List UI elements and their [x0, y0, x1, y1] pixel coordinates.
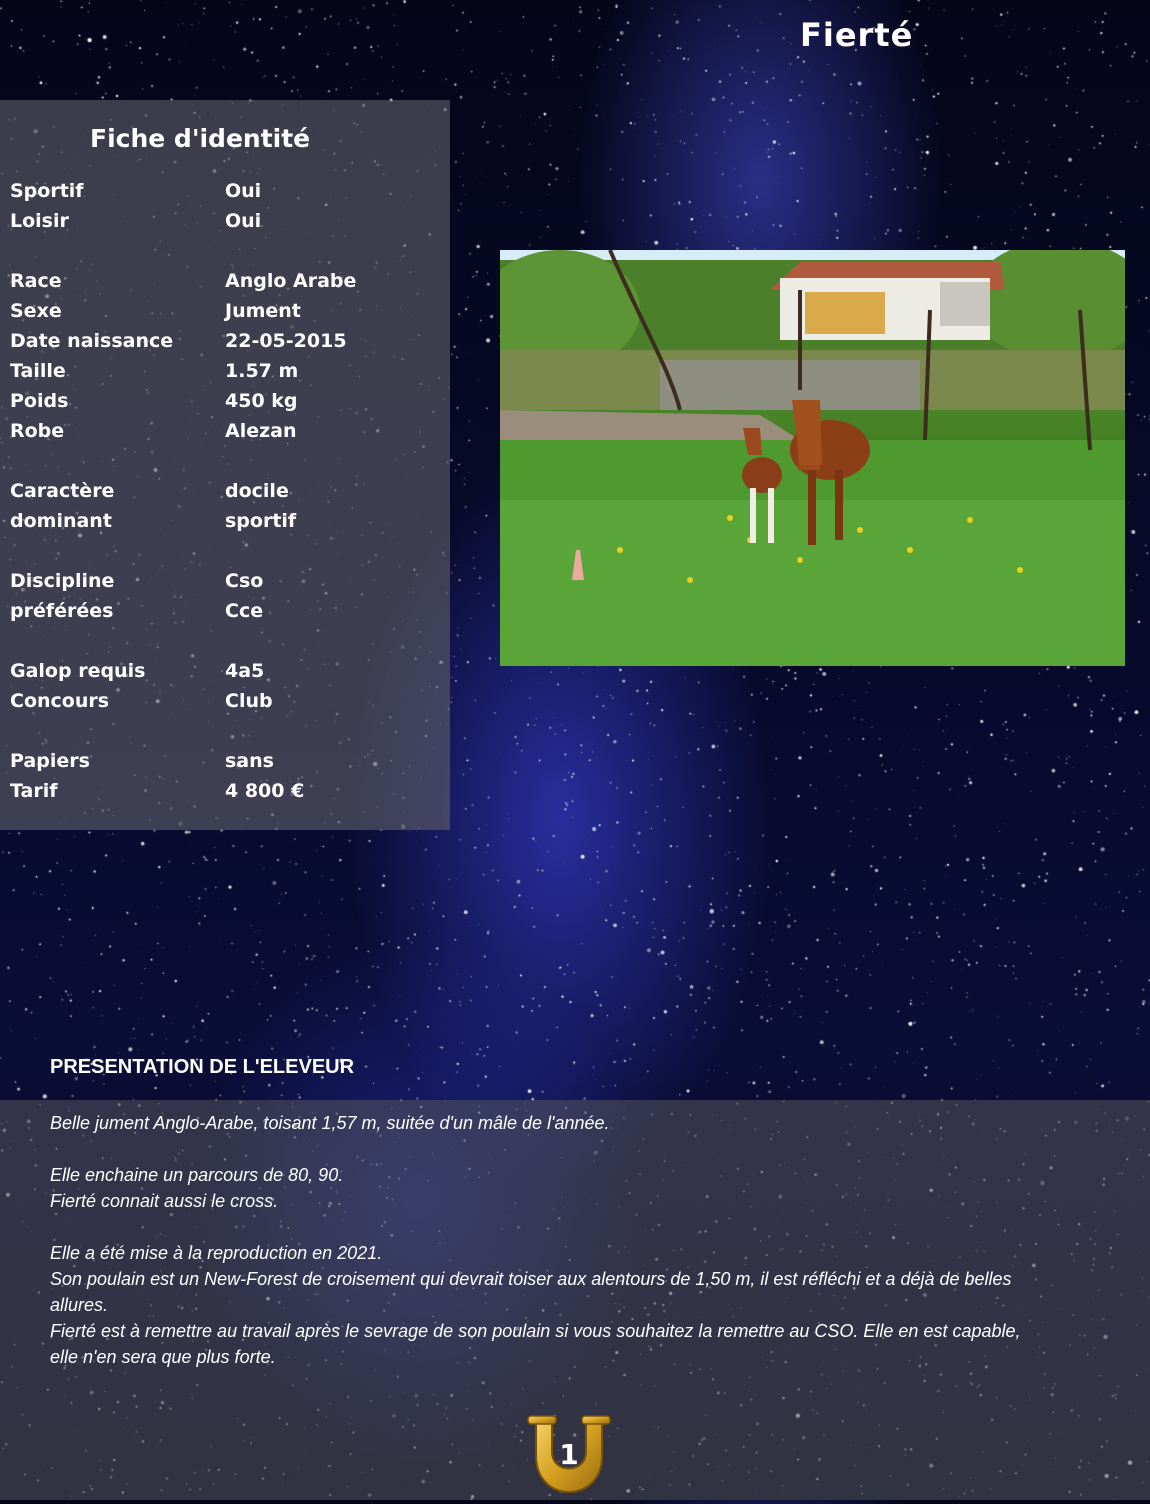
- identity-label: Tarif: [10, 780, 58, 802]
- identity-value: docile: [225, 480, 289, 502]
- identity-card-heading: Fiche d'identité: [90, 124, 311, 153]
- identity-label: Loisir: [10, 210, 69, 232]
- identity-label: préférées: [10, 600, 114, 622]
- identity-value: Cso: [225, 570, 264, 592]
- page-number: 1: [559, 1438, 579, 1471]
- horse-name-title: Fierté: [800, 16, 914, 54]
- identity-label: Papiers: [10, 750, 90, 772]
- identity-value: Anglo Arabe: [225, 270, 357, 292]
- presentation-text: Belle jument Anglo-Arabe, toisant 1,57 m, suitée d'un mâle de l'année. Elle enchaine un parcours de 80, 90. Fierté connait aussi le cross. Elle a été mise à la reproduction en 2021. Son poulain est un New-Forest de croisement qui devrait toiser aux alentours de 1,50 m, il est réfléchi et a déjà de belles allures. Fierté est à remettre au travail après le sevrage de son poulain si vous souhaitez la remettre au CSO. Elle en est capable, elle n'en sera que plus forte.: [50, 1113, 1021, 1367]
- page-badge: [522, 1412, 616, 1500]
- identity-label: Concours: [10, 690, 110, 712]
- identity-card: [0, 100, 450, 830]
- identity-value: Oui: [225, 180, 262, 202]
- identity-label: dominant: [10, 510, 112, 532]
- identity-value: Alezan: [225, 420, 297, 442]
- identity-value: 4 800 €: [225, 780, 305, 802]
- presentation-heading: PRESENTATION DE L'ELEVEUR: [50, 1056, 355, 1078]
- horse-photo: [500, 250, 1125, 666]
- identity-value: 450 kg: [225, 390, 298, 412]
- identity-label: Race: [10, 270, 62, 292]
- identity-value: Cce: [225, 600, 264, 622]
- identity-label: Caractère: [10, 480, 115, 502]
- identity-value: sportif: [225, 510, 297, 532]
- identity-value: sans: [225, 750, 274, 772]
- identity-value: Club: [225, 690, 273, 712]
- identity-label: Galop requis: [10, 660, 146, 682]
- identity-value: 4a5: [225, 660, 265, 682]
- identity-label: Sportif: [10, 180, 84, 202]
- identity-value: 22-05-2015: [225, 330, 347, 352]
- horse-photo-illustration: [500, 250, 1125, 666]
- identity-value: 1.57 m: [225, 360, 299, 382]
- identity-value: Jument: [225, 300, 301, 322]
- identity-label: Robe: [10, 420, 65, 442]
- identity-value: Oui: [225, 210, 262, 232]
- identity-label: Date naissance: [10, 330, 174, 352]
- identity-label: Poids: [10, 390, 69, 412]
- identity-label: Discipline: [10, 570, 115, 592]
- identity-label: Sexe: [10, 300, 62, 322]
- identity-label: Taille: [10, 360, 66, 382]
